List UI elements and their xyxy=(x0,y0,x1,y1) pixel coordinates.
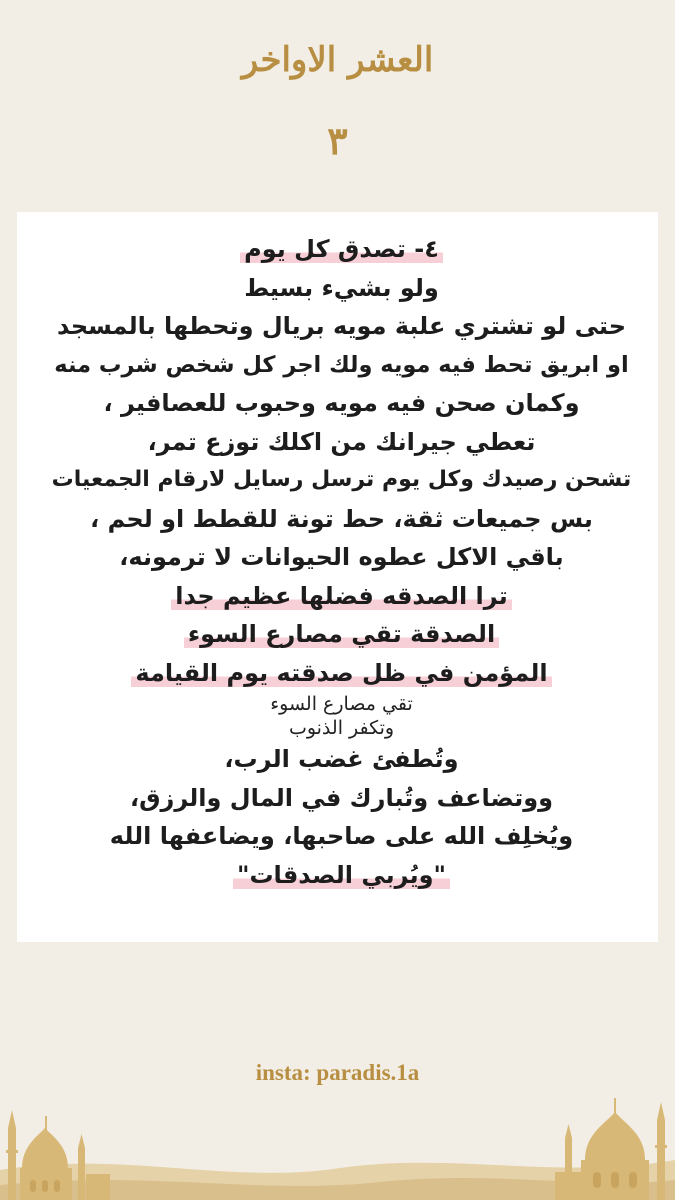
mosque-left-icon xyxy=(0,1088,110,1200)
content-line xyxy=(47,384,636,423)
content-line xyxy=(47,654,636,693)
content-line-text: وتكفر الذنوب xyxy=(288,717,395,739)
content-line xyxy=(47,500,636,539)
content-line-text: تعطي جيرانك من اكلك توزع تمر، xyxy=(147,427,536,456)
content-line-text: ويُخلِف الله على صاحبها، ويضاعفها الله xyxy=(109,822,574,850)
content-line xyxy=(47,692,636,716)
instagram-handle: insta: paradis.1a xyxy=(255,1060,420,1085)
mosque-right-icon xyxy=(555,1090,675,1200)
content-line-text: تقي مصارع السوء xyxy=(270,693,413,715)
content-line-text: المؤمن في ظل صدقته يوم القيامة xyxy=(131,659,551,687)
content-line-text: ترا الصدقه فضلها عظيم جدا xyxy=(171,582,511,610)
content-line xyxy=(47,307,636,346)
content-line-text: ووتضاعف وتُبارك في المال والرزق، xyxy=(129,783,554,812)
content-line-text: وتُطفئ غضب الرب، xyxy=(224,745,459,773)
content-line-text: باقي الاكل عطوه الحيوانات لا ترمونه، xyxy=(119,543,564,571)
content-line xyxy=(47,740,636,779)
content-line xyxy=(47,577,636,616)
content-line xyxy=(47,461,636,500)
content-line xyxy=(47,230,636,269)
content-line-text: ولو بشيء بسيط xyxy=(244,273,439,302)
content-line xyxy=(47,346,636,385)
content-line-text: حتى لو تشتري علبة مويه بريال وتحطها بالمسجد xyxy=(56,312,627,340)
content-line xyxy=(47,615,636,654)
content-line-text: وكمان صحن فيه مويه وحبوب للعصافير ، xyxy=(103,389,580,417)
content-line-text: الصدقة تقي مصارع السوء xyxy=(184,620,499,648)
content-line xyxy=(47,269,636,308)
content-line xyxy=(47,423,636,462)
content-line xyxy=(47,817,636,856)
content-line-text: او ابريق تحط فيه مويه ولك اجر كل شخص شرب منه xyxy=(54,351,629,378)
content-card xyxy=(17,212,658,942)
content-line-text: ٤- تصدق كل يوم xyxy=(240,235,443,263)
page-number: ٣ xyxy=(327,118,348,163)
content-line-text: بس جميعات ثقة، حط تونة للقطط او لحم ، xyxy=(90,504,593,533)
content-lines xyxy=(47,230,636,894)
content-line xyxy=(47,856,636,895)
content-line-text: تشحن رصيدك وكل يوم ترسل رسايل لارقام الجمعيات xyxy=(51,467,632,492)
page-title: العشر الاواخر xyxy=(241,40,434,80)
content-line xyxy=(47,779,636,818)
content-line-text: "ويُربي الصدقات" xyxy=(233,861,450,889)
content-line xyxy=(47,538,636,577)
content-line xyxy=(47,716,636,740)
